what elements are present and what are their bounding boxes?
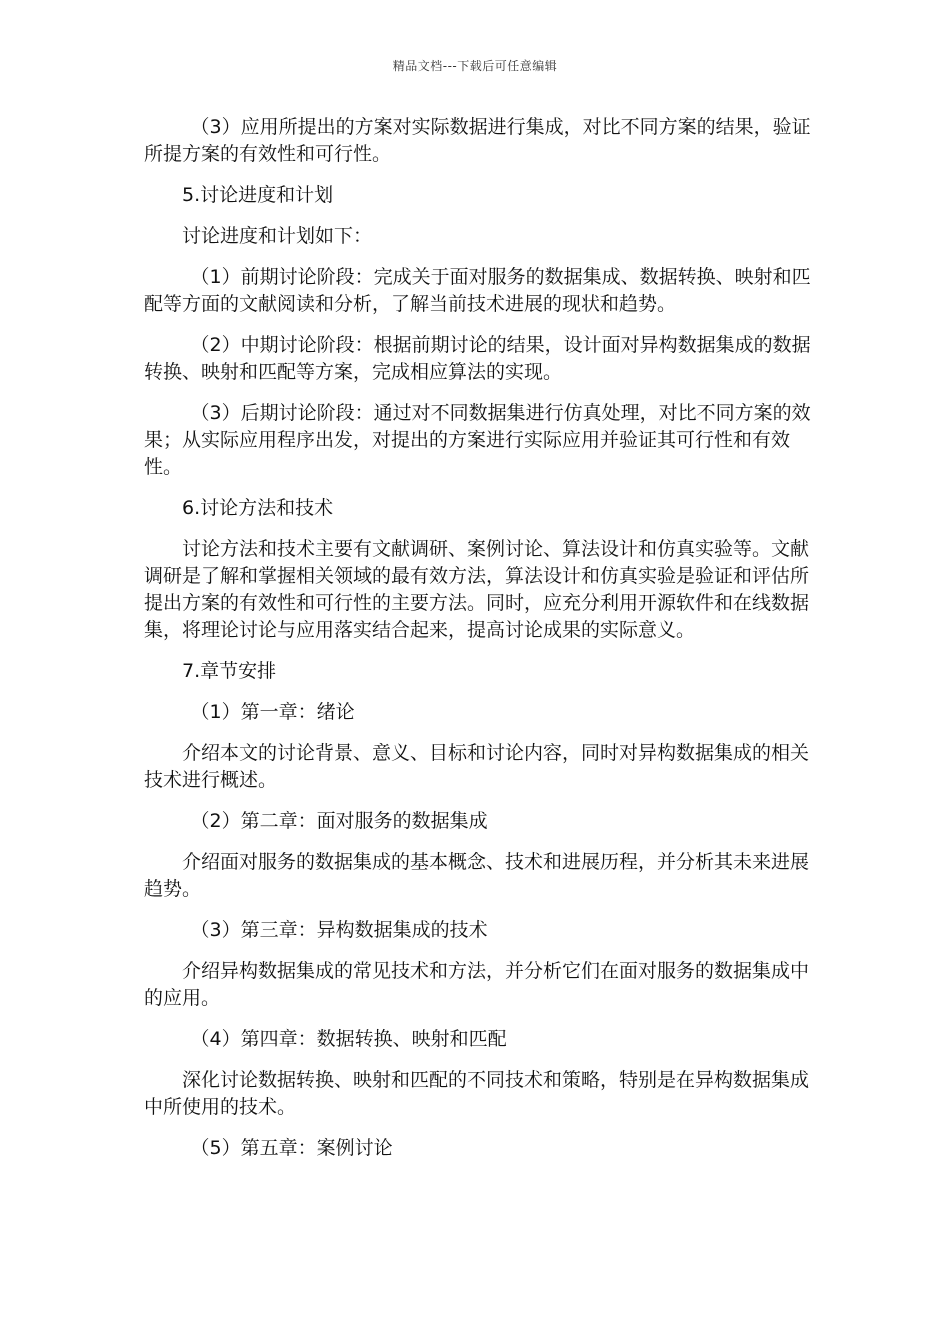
section-heading: 6.讨论方法和技术	[182, 497, 334, 519]
chapter-item: （3）第三章：异构数据集成的技术	[190, 919, 488, 941]
page-header: 精品文档---下载后可任意编辑	[392, 59, 558, 73]
paragraph: 介绍本文的讨论背景、意义、目标和讨论内容，同时对异构数据集成的相关技术进行概述。	[144, 742, 810, 791]
document-body	[144, 114, 814, 1176]
paragraph: 介绍异构数据集成的常见技术和方法，并分析它们在面对服务的数据集成中的应用。	[144, 960, 810, 1009]
paragraph: 讨论方法和技术主要有文献调研、案例讨论、算法设计和仿真实验等。文献调研是了解和掌握相关领域的最有效方法，算法设计和仿真实验是验证和评估所提出方案的有效性和可行性的主要方法。同时，应充分利用开源软件和在线数据集，将理论讨论与应用落实结合起来，提高讨论成果的实际意义。	[144, 538, 810, 641]
paragraph: 深化讨论数据转换、映射和匹配的不同技术和策略，特别是在异构数据集成中所使用的技术。	[144, 1069, 810, 1118]
paragraph: 介绍面对服务的数据集成的基本概念、技术和进展历程，并分析其未来进展趋势。	[144, 851, 810, 900]
chapter-item: （4）第四章：数据转换、映射和匹配	[190, 1028, 507, 1050]
chapter-item: （2）第二章：面对服务的数据集成	[190, 810, 488, 832]
section-heading: 5.讨论进度和计划	[182, 184, 334, 206]
chapter-item: （5）第五章：案例讨论	[190, 1137, 393, 1159]
paragraph-item: （3）后期讨论阶段：通过对不同数据集进行仿真处理，对比不同方案的效果；从实际应用程序出发，对提出的方案进行实际应用并验证其可行性和有效性。	[144, 402, 811, 478]
paragraph: 讨论进度和计划如下：	[182, 225, 373, 247]
paragraph-item: （2）中期讨论阶段：根据前期讨论的结果，设计面对异构数据集成的数据转换、映射和匹配等方案，完成相应算法的实现。	[144, 334, 811, 383]
section-heading: 7.章节安排	[182, 660, 277, 682]
paragraph-item: （3）应用所提出的方案对实际数据进行集成，对比不同方案的结果，验证所提方案的有效性和可行性。	[144, 116, 811, 165]
paragraph-item: （1）前期讨论阶段：完成关于面对服务的数据集成、数据转换、映射和匹配等方面的文献阅读和分析，了解当前技术进展的现状和趋势。	[144, 266, 811, 315]
chapter-item: （1）第一章：绪论	[190, 701, 355, 723]
